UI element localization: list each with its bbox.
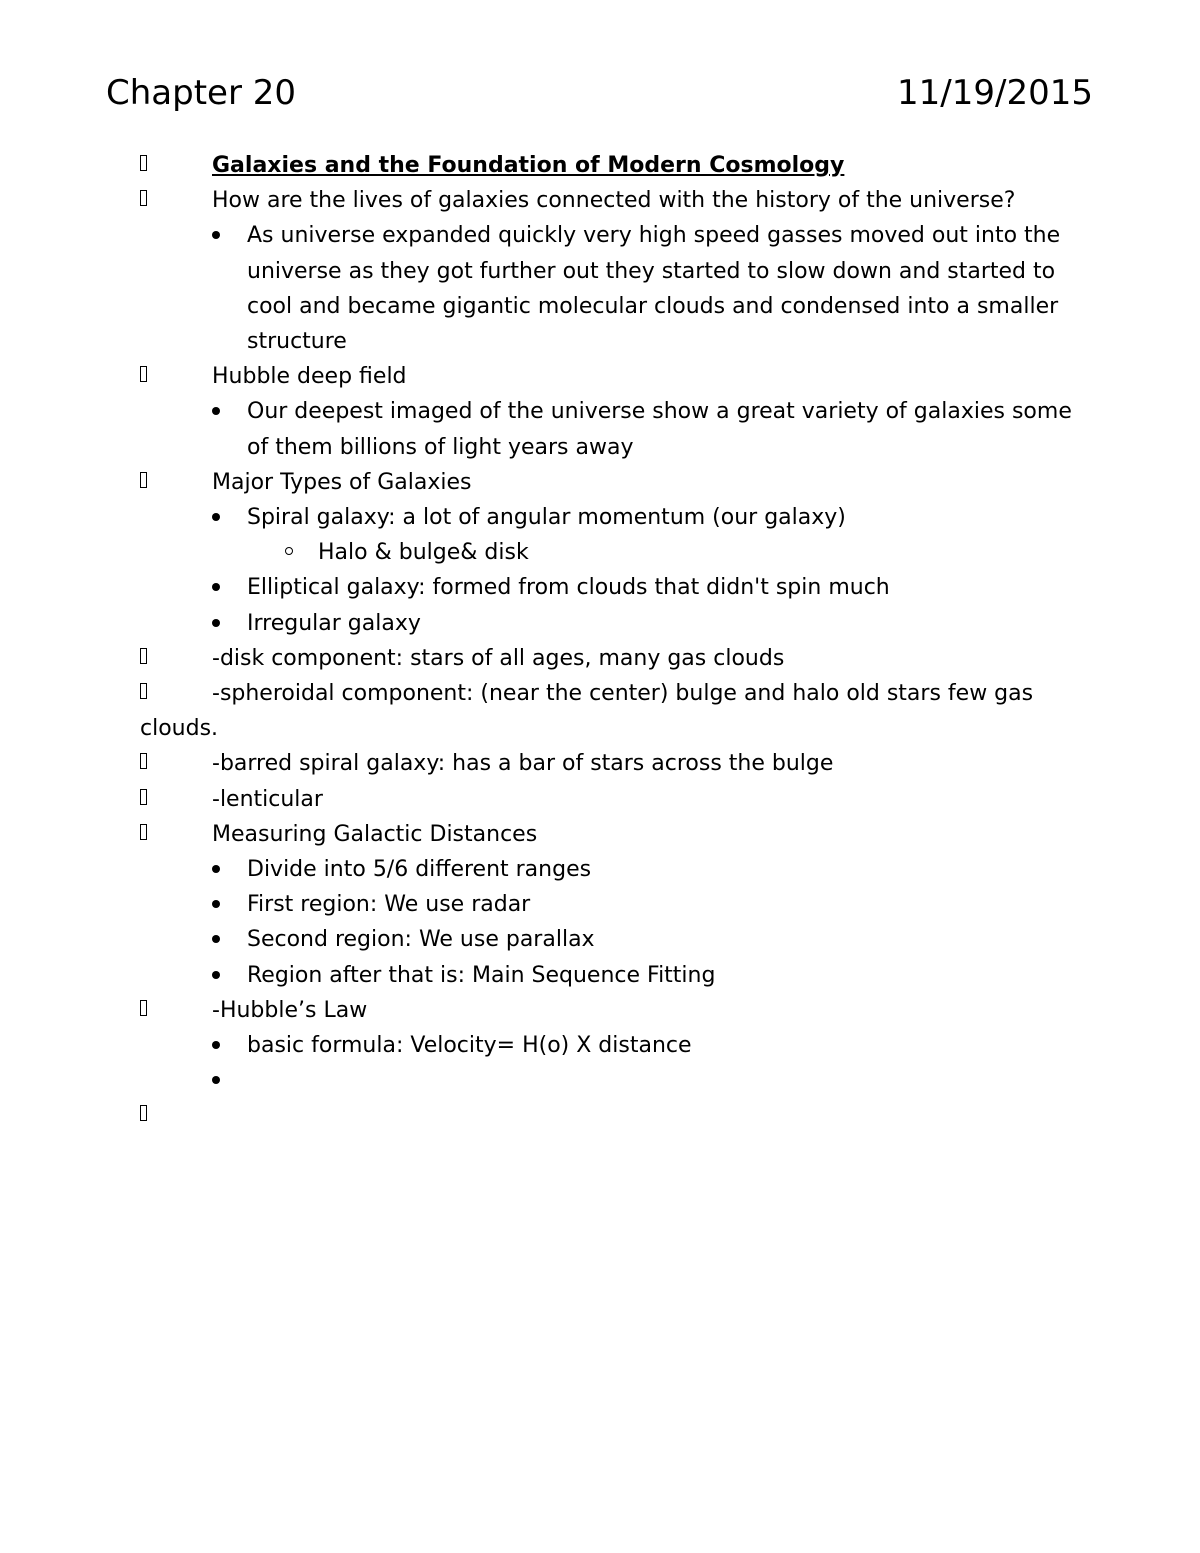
missing-glyph-box-icon bbox=[140, 366, 147, 382]
outline-item bbox=[140, 148, 1080, 183]
outline-item bbox=[140, 465, 1080, 500]
bullet-dot-icon bbox=[212, 513, 220, 521]
chapter-heading: Chapter 20 bbox=[106, 73, 297, 113]
bullet-item bbox=[140, 852, 1080, 887]
item-text: Halo & bulge& disk bbox=[318, 540, 529, 566]
bullet-dot-icon bbox=[212, 971, 220, 979]
outline-item bbox=[140, 183, 1080, 218]
missing-glyph-box-icon bbox=[140, 1000, 147, 1016]
bullet-dot-icon bbox=[212, 1041, 220, 1049]
bullet-dot-icon bbox=[212, 619, 220, 627]
item-text: Measuring Galactic Distances bbox=[212, 821, 538, 847]
bullet-dot-icon bbox=[212, 231, 220, 239]
item-text: Divide into 5/6 different ranges bbox=[247, 857, 592, 883]
item-text: Our deepest imaged of the universe show a great variety of galaxies some of them billions of light years away bbox=[247, 399, 1072, 460]
bullet-item bbox=[140, 922, 1080, 957]
item-text: Spiral galaxy: a lot of angular momentum (our galaxy) bbox=[247, 505, 846, 531]
missing-glyph-box-icon bbox=[140, 789, 147, 805]
item-text: Major Types of Galaxies bbox=[212, 469, 472, 495]
item-text: Region after that is: Main Sequence Fitting bbox=[247, 962, 716, 988]
bullet-item bbox=[140, 218, 1080, 359]
section-title: Galaxies and the Foundation of Modern Cosmology bbox=[212, 153, 845, 178]
bullet-dot-icon bbox=[212, 1076, 220, 1084]
missing-glyph-box-icon bbox=[140, 683, 147, 699]
bullet-dot-icon bbox=[212, 900, 220, 908]
item-text: -Hubble’s Law bbox=[212, 997, 368, 1023]
item-text: -disk component: stars of all ages, many gas clouds bbox=[212, 645, 785, 671]
outline-item bbox=[140, 782, 1080, 817]
outline-item bbox=[140, 641, 1080, 676]
bullet-item bbox=[140, 887, 1080, 922]
missing-glyph-box-icon bbox=[140, 1105, 147, 1121]
outline-item bbox=[140, 746, 1080, 781]
outline-item bbox=[140, 359, 1080, 394]
item-text: Hubble deep field bbox=[212, 364, 407, 390]
outline-item bbox=[140, 676, 1080, 746]
item-text: As universe expanded quickly very high speed gasses moved out into the universe as they got further out they started to slow down and started to cool and became gigantic molecular clouds and condensed into a smaller structure bbox=[247, 223, 1061, 355]
item-text: Elliptical galaxy: formed from clouds that didn't spin much bbox=[247, 575, 890, 601]
hollow-circle-bullet-icon bbox=[285, 547, 293, 555]
item-text: -spheroidal component: (near the center) bulge and halo old stars few gas clouds. bbox=[140, 681, 1034, 742]
item-text: Second region: We use parallax bbox=[247, 927, 595, 953]
bullet-item bbox=[140, 500, 1080, 535]
missing-glyph-box-icon bbox=[140, 648, 147, 664]
missing-glyph-box-icon bbox=[140, 753, 147, 769]
outline-item bbox=[140, 1098, 1080, 1133]
outline-item bbox=[140, 817, 1080, 852]
bullet-item bbox=[140, 1063, 1080, 1098]
missing-glyph-box-icon bbox=[140, 190, 147, 206]
item-text: First region: We use radar bbox=[247, 892, 531, 918]
item-text: -lenticular bbox=[212, 786, 323, 812]
missing-glyph-box-icon bbox=[140, 472, 147, 488]
sub-bullet-item bbox=[140, 535, 1080, 570]
item-text: -barred spiral galaxy: has a bar of stars across the bulge bbox=[212, 751, 834, 777]
missing-glyph-box-icon bbox=[140, 824, 147, 840]
page-header bbox=[106, 70, 1093, 116]
bullet-item bbox=[140, 606, 1080, 641]
bullet-item bbox=[140, 1028, 1080, 1063]
notes-body bbox=[140, 148, 1080, 1134]
bullet-dot-icon bbox=[212, 865, 220, 873]
item-text: Irregular galaxy bbox=[247, 610, 421, 636]
bullet-dot-icon bbox=[212, 935, 220, 943]
item-text: How are the lives of galaxies connected with the history of the universe? bbox=[212, 188, 1016, 214]
bullet-dot-icon bbox=[212, 407, 220, 415]
missing-glyph-box-icon bbox=[140, 155, 147, 171]
bullet-item bbox=[140, 958, 1080, 993]
bullet-item bbox=[140, 394, 1080, 464]
bullet-item bbox=[140, 570, 1080, 605]
date-heading: 11/19/2015 bbox=[897, 73, 1093, 113]
item-text: basic formula: Velocity= H(o) X distance bbox=[247, 1033, 692, 1059]
bullet-dot-icon bbox=[212, 583, 220, 591]
outline-item bbox=[140, 993, 1080, 1028]
